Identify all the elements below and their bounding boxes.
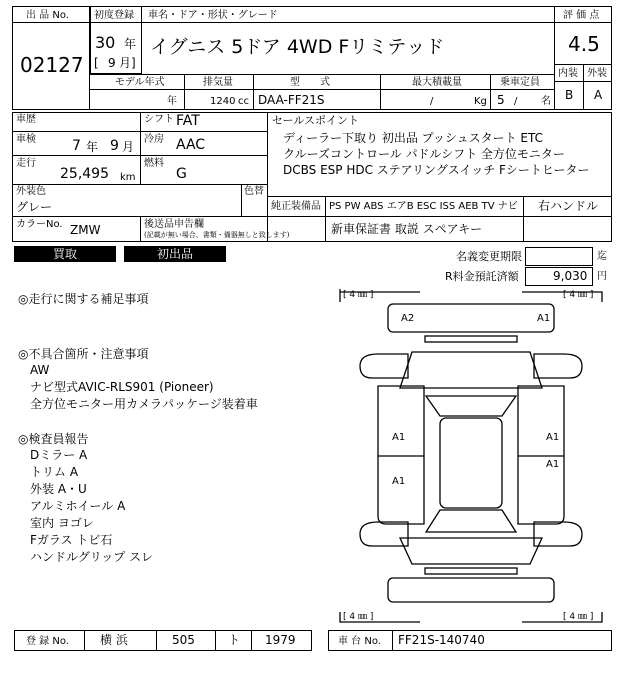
inspector-item: ハンドルグリップ スレ — [30, 550, 154, 564]
chassis-label: 車 台 No. — [338, 636, 381, 647]
divider — [325, 216, 326, 242]
defect-item: ナビ型式AVIC-RLS901 (Pioneer) — [30, 380, 214, 394]
first-reg-year-unit: 年 — [124, 37, 137, 51]
aftermarket-note: (記載が無い場合、書類・備器無しと致します) — [144, 231, 290, 239]
inspector-item: Dミラー A — [30, 448, 88, 462]
ac-value: AAC — [176, 137, 206, 153]
first-reg-month-close: 月] — [119, 56, 136, 70]
displacement-unit: cc — [238, 96, 249, 107]
first-reg-month-open: [ — [94, 56, 99, 70]
divider — [215, 630, 216, 651]
aftermarket-label: 後送品申告欄 — [144, 219, 204, 230]
mark-a2: A2 — [401, 313, 415, 324]
divider — [140, 112, 141, 184]
inspection-month-unit: 月 — [122, 140, 135, 154]
car-name-label: 車名・ドア・形状・グレード — [148, 10, 278, 21]
model-year-label: モデル年式 — [115, 77, 165, 88]
inspector-item: アルミホイール A — [30, 499, 126, 513]
recycle-label: R料金預託済額 — [445, 270, 519, 283]
divider — [267, 112, 268, 242]
color-value: グレー — [16, 200, 53, 214]
history-label: 車歴 — [16, 114, 36, 125]
divider — [325, 196, 326, 216]
chassis-value: FF21S-140740 — [398, 633, 485, 647]
first-reg-label: 初度登録 — [94, 10, 134, 21]
divider — [267, 216, 612, 217]
divider — [12, 22, 90, 23]
divider — [90, 22, 142, 23]
color-no-value: ZMW — [70, 223, 101, 237]
color-no-label: カラーNo. — [16, 219, 63, 230]
divider — [251, 630, 252, 651]
inspection-year: 7 — [72, 138, 81, 154]
divider — [241, 184, 242, 216]
divider — [140, 216, 141, 242]
defects-title: ◎不具合箇所・注意事項 — [18, 347, 149, 361]
divider — [12, 131, 267, 132]
inspector-item: トリム A — [30, 465, 79, 479]
divider — [90, 89, 554, 90]
divider — [12, 155, 267, 156]
lot-no-value: 02127 — [20, 53, 84, 77]
divider — [583, 64, 584, 110]
exterior-grade: A — [594, 88, 603, 102]
inspector-title: ◎検査員報告 — [18, 432, 89, 446]
ac-label: 冷房 — [144, 134, 164, 145]
mark-a1-right-front: A1 — [546, 432, 560, 443]
tire-rear-right: [ 4 ㎜ ] — [563, 612, 594, 622]
equip-label: 純正装備品 — [271, 201, 321, 212]
shift-label: シフト — [144, 114, 174, 125]
mileage-label: 走行 — [16, 158, 36, 169]
divider — [554, 22, 612, 23]
lot-no-label: 出 品 No. — [26, 10, 69, 21]
divider — [392, 630, 393, 651]
type-value: DAA-FF21S — [258, 93, 325, 107]
reg-kana: ト — [228, 633, 241, 647]
recycle-unit: 円 — [597, 271, 607, 282]
capacity-unit: 名 — [541, 96, 551, 107]
color-label: 外装色 — [16, 186, 46, 197]
car-name-value: イグニス 5ドア 4WD Fリミテッド — [150, 36, 445, 58]
divider — [554, 81, 612, 82]
first-reg-year: 30 — [95, 33, 116, 52]
first-reg-month: 9 — [108, 56, 116, 70]
divider — [267, 196, 612, 197]
equip-value: PS PW ABS エアB ESC ISS AEB TV ナビ — [329, 201, 518, 212]
inspection-year-unit: 年 — [86, 140, 99, 154]
name-change-label: 名義変更期限 — [456, 250, 522, 263]
capacity-value: 5 — [497, 93, 505, 107]
shift-value: FAT — [176, 113, 200, 129]
capacity-label: 乗車定員 — [500, 77, 540, 88]
divider — [12, 184, 267, 185]
warranty-value: 新車保証書 取説 スペアキー — [331, 222, 483, 236]
displacement-value: 1240 — [210, 96, 236, 107]
mark-a1-left-front: A1 — [392, 432, 406, 443]
mileage-unit: km — [120, 172, 136, 183]
mark-a1-left-rear: A1 — [392, 476, 406, 487]
inspection-label: 車検 — [16, 134, 36, 145]
divider — [84, 630, 85, 651]
divider — [490, 74, 491, 110]
car-diagram — [330, 286, 612, 628]
reg-class: 505 — [172, 633, 195, 647]
buy-button[interactable]: 買取 — [14, 246, 116, 262]
reg-number: 1979 — [265, 633, 296, 647]
displacement-label: 排気量 — [203, 77, 233, 88]
tire-front-left: [ 4 ㎜ ] — [343, 290, 374, 300]
mileage-value: 25,495 — [60, 166, 109, 182]
divider — [90, 74, 554, 75]
tire-rear-left: [ 4 ㎜ ] — [343, 612, 374, 622]
sales-line-1: ディーラー下取り 初出品 プッシュスタート ETC — [283, 131, 543, 145]
sales-line-2: クルーズコントロール パドルシフト 全方位モニター — [283, 147, 565, 161]
inspector-item: 室内 ヨゴレ — [30, 516, 94, 530]
name-change-box — [525, 247, 593, 266]
fuel-label: 燃料 — [144, 158, 164, 169]
color-mark-label: 色替 — [244, 186, 264, 197]
defect-item: 全方位モニター用カメラパッケージ装着車 — [30, 397, 258, 411]
fuel-value: G — [176, 166, 187, 182]
handle-value: 右ハンドル — [538, 199, 599, 213]
sales-title: セールスポイント — [272, 114, 360, 127]
type-label: 型 式 — [290, 77, 330, 88]
interior-grade: B — [565, 88, 574, 102]
divider — [523, 196, 524, 242]
inspection-month: 9 — [110, 138, 119, 154]
score-value: 4.5 — [568, 32, 600, 56]
first-listing-button[interactable]: 初出品 — [124, 246, 226, 262]
reg-area: 横 浜 — [100, 633, 128, 647]
mark-a1-bumper: A1 — [537, 313, 551, 324]
divider — [142, 22, 554, 23]
recycle-value: 9,030 — [553, 269, 588, 283]
interior-label: 内装 — [558, 68, 578, 79]
sales-line-3: DCBS ESP HDC ステアリングスイッチ Fシートヒーター — [283, 163, 590, 177]
divider — [253, 74, 254, 110]
divider — [156, 630, 157, 651]
defect-item: AW — [30, 363, 50, 377]
inspector-item: 外装 A・U — [30, 482, 87, 496]
inspector-item: Fガラス トビ石 — [30, 533, 113, 547]
mark-a1-right-rear: A1 — [546, 459, 560, 470]
name-change-unit: 迄 — [597, 251, 607, 262]
divider — [380, 74, 381, 110]
supplement-title: ◎走行に関する補足事項 — [18, 292, 149, 306]
capacity-sep: / — [514, 96, 518, 107]
divider — [184, 74, 185, 110]
max-load-label: 最大積載量 — [412, 77, 462, 88]
tire-front-right: [ 4 ㎜ ] — [563, 290, 594, 300]
reg-no-label: 登 録 No. — [26, 636, 69, 647]
score-label: 評 価 点 — [563, 10, 600, 21]
max-load-sep: / — [430, 96, 434, 107]
exterior-label: 外装 — [587, 68, 607, 79]
max-load-unit: Kg — [474, 96, 487, 107]
model-year-unit: 年 — [167, 96, 177, 107]
